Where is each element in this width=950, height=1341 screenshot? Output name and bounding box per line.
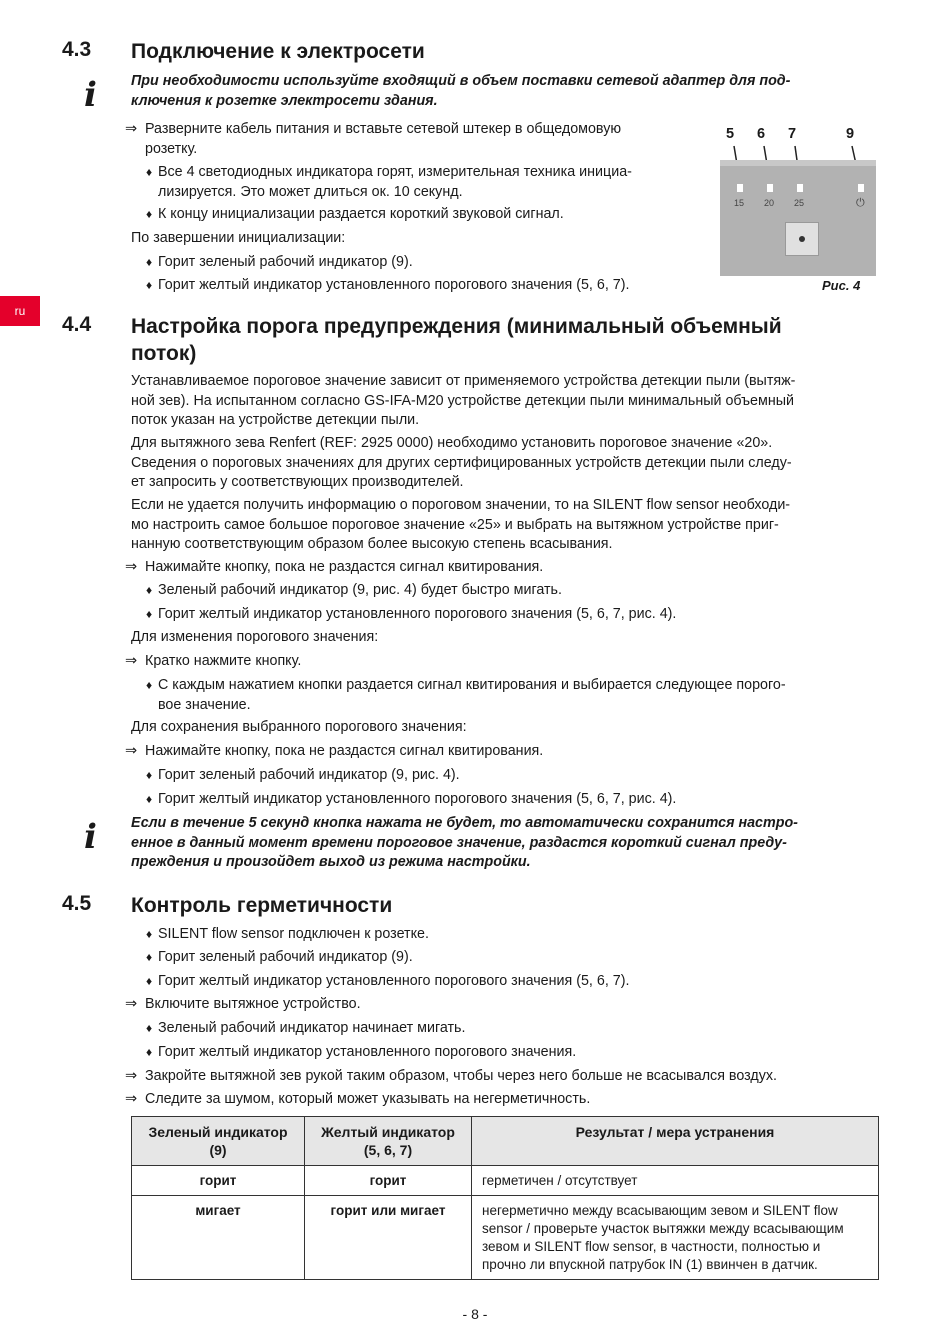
step-listen-noise: Следите за шумом, который может указывать на негерметичность. [145, 1091, 591, 1107]
power-symbol-icon: ⏻ [856, 197, 865, 209]
section-4-4-title: Настройка порога предупреждения (минимальный объемный поток) [131, 315, 782, 365]
result-green-blinks: Зеленый рабочий индикатор начинает мигать. [158, 1020, 466, 1036]
info-icon: i [84, 817, 97, 857]
figure-label-5: 5 [726, 126, 735, 142]
step-short-press: Кратко нажмите кнопку. [145, 653, 302, 669]
bullet-icon: ♦ [146, 607, 153, 621]
led-label-20: 20 [764, 198, 775, 208]
result-yellow-on: Горит желтый индикатор установленного порогового значения (5, 6, 7). [158, 277, 630, 293]
bullet-icon: ♦ [146, 278, 153, 292]
result-yellow-on: Горит желтый индикатор установленного порогового значения (5, 6, 7, рис. 4). [158, 791, 677, 807]
info-note-autosave: Если в течение 5 секунд кнопка нажата не будет, то автоматически сохранится настро- енное в данный момент времени пороговое значение, раздастся короткий сигнал преду- преждения и произойдет выход из режима настройки. [131, 815, 798, 870]
paragraph-renfert-value: Для вытяжного зева Renfert (REF: 2925 0000) необходимо установить пороговое значение «20». Сведения о пороговых значениях для других сертифицированных устройств детекции пыли следу- ет запросить у соответствующих производителей. [131, 435, 792, 490]
result-green-on: Горит зеленый рабочий индикатор (9, рис. 4). [158, 767, 460, 783]
bullet-icon: ♦ [146, 950, 153, 964]
save-threshold-label: Для сохранения выбранного порогового значения: [131, 719, 467, 735]
arrow-icon: ⇒ [125, 559, 137, 575]
step-hold-button: Нажимайте кнопку, пока не раздастся сигнал квитирования. [145, 559, 544, 575]
result-next-value: С каждым нажатием кнопки раздается сигнал квитирования и выбирается следующее порого- вое значение. [158, 677, 786, 713]
device-panel [720, 160, 876, 276]
bullet-icon: ♦ [146, 1045, 153, 1059]
arrow-icon: ⇒ [125, 1068, 137, 1084]
step-cover-hood: Закройте вытяжной зев рукой таким образом, чтобы через него больше не всасывался воздух. [145, 1068, 777, 1084]
arrow-icon: ⇒ [125, 121, 137, 137]
result-leds-on: Все 4 светодиодных индикатора горят, измерительная техника инициа- лизируется. Это может длиться ок. 10 секунд. [158, 164, 632, 200]
step-hold-to-save: Нажимайте кнопку, пока не раздастся сигнал квитирования. [145, 743, 544, 759]
section-4-3-number: 4.3 [62, 38, 92, 61]
cell-yellow: горит или мигает [305, 1196, 472, 1280]
bullet-icon: ♦ [146, 768, 153, 782]
bullet-icon: ♦ [146, 165, 153, 179]
result-green-on: Горит зеленый рабочий индикатор (9). [158, 254, 413, 270]
result-beep: К концу инициализации раздается короткий звуковой сигнал. [158, 206, 564, 222]
bullet-icon: ♦ [146, 927, 153, 941]
header-yellow-indicator: Желтый индикатор (5, 6, 7) [305, 1117, 472, 1166]
led-15 [737, 184, 743, 192]
figure-caption: Рис. 4 [822, 278, 861, 293]
led-power [858, 184, 864, 192]
header-result: Результат / мера устранения [472, 1117, 879, 1166]
device-button [785, 222, 819, 256]
bullet-icon: ♦ [146, 678, 153, 692]
cell-green: мигает [132, 1196, 305, 1280]
paragraph-threshold-depends: Устанавливаемое пороговое значение зависит от применяемого устройства детекции пыли (вытяж- ной зев). На испытанном согласно GS-IFA-M20 устройстве детекции пыли минимальный объемный поток указан на устройстве детекции пыли. [131, 373, 796, 428]
precondition-connected: SILENT flow sensor подключен к розетке. [158, 926, 429, 942]
section-4-3-title: Подключение к электросети [131, 40, 425, 63]
device-panel-edge [720, 160, 876, 166]
step-plug-in: Разверните кабель питания и вставьте сетевой штекер в общедомовую розетку. [145, 121, 622, 157]
info-note-power: При необходимости используйте входящий в объем поставки сетевой адаптер для под- ключения к розетке электросети здания. [131, 73, 791, 109]
bullet-icon: ♦ [146, 792, 153, 806]
section-4-4-number: 4.4 [62, 313, 92, 336]
arrow-icon: ⇒ [125, 1091, 137, 1107]
paragraph-max-threshold: Если не удается получить информацию о пороговом значении, то на SILENT flow sensor необходи- мо настроить самое большое пороговое значение «25» и выбрать на вытяжном устройстве приг- нанную соответствующим образом более высокую степень всасывания. [131, 497, 791, 552]
result-yellow-on: Горит желтый индикатор установленного порогового значения (5, 6, 7, рис. 4). [158, 606, 677, 622]
bullet-icon: ♦ [146, 207, 153, 221]
leak-test-table [131, 1116, 879, 1280]
result-green-blinks-fast: Зеленый рабочий индикатор (9, рис. 4) будет быстро мигать. [158, 582, 562, 598]
bullet-icon: ♦ [146, 974, 153, 988]
arrow-icon: ⇒ [125, 653, 137, 669]
led-25 [797, 184, 803, 192]
cell-green: горит [132, 1166, 305, 1196]
after-init-label: По завершении инициализации: [131, 230, 346, 246]
table-header-row [132, 1117, 879, 1166]
arrow-icon: ⇒ [125, 743, 137, 759]
cell-result: герметичен / отсутствует [472, 1166, 879, 1196]
led-label-25: 25 [794, 198, 805, 208]
figure-label-7: 7 [788, 126, 797, 142]
page-number: - 8 - [462, 1306, 488, 1322]
bullet-icon: ♦ [146, 1021, 153, 1035]
result-yellow-on: Горит желтый индикатор установленного порогового значения. [158, 1044, 577, 1060]
precondition-green-on: Горит зеленый рабочий индикатор (9). [158, 949, 413, 965]
section-4-5-title: Контроль герметичности [131, 894, 393, 917]
table-row [132, 1166, 879, 1196]
bullet-icon: ♦ [146, 583, 153, 597]
step-switch-on-extractor: Включите вытяжное устройство. [145, 996, 361, 1012]
led-label-15: 15 [734, 198, 745, 208]
figure-label-6: 6 [757, 126, 766, 142]
precondition-yellow-on: Горит желтый индикатор установленного порогового значения (5, 6, 7). [158, 973, 630, 989]
language-tab: ru [0, 296, 40, 326]
section-4-5-number: 4.5 [62, 892, 92, 915]
change-threshold-label: Для изменения порогового значения: [131, 629, 379, 645]
led-20 [767, 184, 773, 192]
figure-label-9: 9 [846, 126, 855, 142]
bullet-icon: ♦ [146, 255, 153, 269]
header-green-indicator: Зеленый индикатор (9) [132, 1117, 305, 1166]
cell-yellow: горит [305, 1166, 472, 1196]
arrow-icon: ⇒ [125, 996, 137, 1012]
cell-result: негерметично между всасывающим зевом и SILENT flow sensor / проверьте участок вытяжки между всасывающим зевом и SILENT flow sensor, в частности, полностью и прочно ли впускной патрубок IN (1) ввинчен в датчик. [472, 1196, 879, 1280]
table-row [132, 1196, 879, 1280]
info-icon: i [84, 75, 97, 115]
